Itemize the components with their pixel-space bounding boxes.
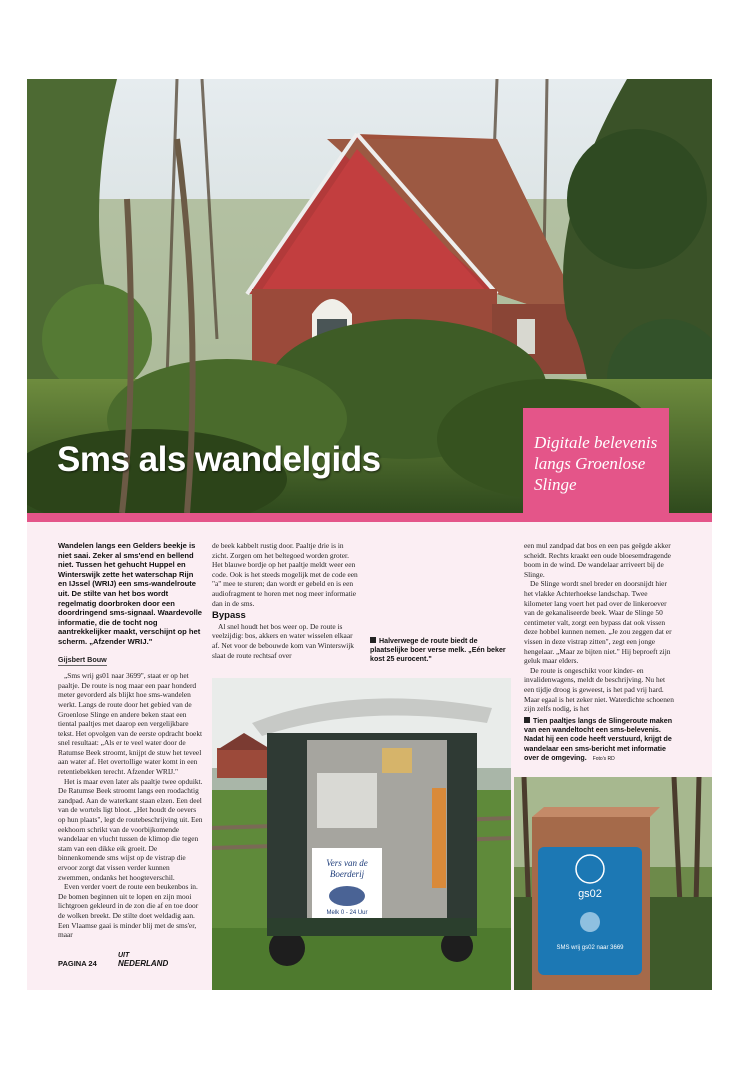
paragraph: „Sms wrij gs01 naar 3699", staat er op het paaltje. De route is nog maar een paar honderd meter gevorderd als blijkt hoe sms-wandelen werkt. Langs de route door het gebied van de Groenlose Slinge en andere beken staat een tiental paaltjes met daarop een vergelijkbare tekst. Het opvolgen van de eerste opdracht boekt snel resultaat: „Als er te veel water door de Ratumse Beek stroomt, knijpt de stuw het teveel aan water af. Het overtollige water komt in een retentiebekken terecht. Afzender WRIJ." — [58, 671, 203, 777]
text-column-3 — [524, 541, 676, 714]
page-number: PAGINA 24 — [58, 959, 97, 968]
photo-milk-cart — [212, 678, 511, 990]
photo-caption-posts — [524, 717, 676, 764]
photo-credit: Foto's RD — [592, 755, 615, 762]
post-sms-text: SMS wrij gs02 naar 3669 — [556, 945, 624, 951]
sign-text-line3: Melk 0 - 24 Uur — [326, 910, 368, 916]
paragraph: een mul zandpad dat bos en een pas geëgde akker scheidt. Rechts kraakt een oude bloesemdragende boom in de wind. De wandelaar arriveert bij de Slinge. — [524, 541, 671, 579]
post-code-text: gs02 — [578, 888, 602, 900]
sign-text-line2: Boerderij — [329, 869, 365, 879]
paragraph: Even verder voert de route een beukenbos in. De bomen beginnen uit te lopen en zijn mooi lichtgroen gekleurd in de zon die af en toe door de wolken breekt. De stilte doet weldadig aan. Een Vlaamse gaai is minder blij met de sms'er, maar — [58, 882, 199, 940]
paragraph: Het is maar even later als paaltje twee opduikt. De Ratumse Beek stroomt langs een roodachtig zandpad. Aan de waterkant staan elzen. Een deel van de wortels ligt bloot. „Het houdt de oevers op hun plaats", legt de routebeschrijving uit. Een eekhoorn schrikt van de voorbijkomende wandelaar en vlucht tussen de klimop die tegen stam van een dikke eik groeit. De binnenkomende sms wijst op de vistrap die ervoor zorgt dat vissen verder kunnen zwemmen, ondanks het hoogteverschil. — [58, 776, 203, 882]
article-subtitle: Digitale belevenis langs Groenlose Slinge — [534, 433, 658, 494]
magazine-logo — [118, 952, 168, 968]
caption-square-icon — [524, 717, 530, 723]
caption-text: Tien paaltjes langs de Slingeroute maken van een wandeltocht een sms-belevenis. Nadat hij een code heeft verstuurd, krijgt de wandelaar een sms-bericht met informatie over de omgeving. — [524, 717, 673, 762]
paragraph: Al snel houdt het bos weer op. De route is veelzijdig: bos, akkers en water wisselen elkaar af. Net voor de bebouwde kom van Winterswijk slaat de route rechtsaf over — [212, 621, 355, 660]
section-subhead: Bypass — [212, 610, 246, 622]
photo-caption-milk — [370, 637, 516, 665]
sms-post-illustration — [514, 777, 712, 990]
accent-bar — [27, 513, 712, 522]
logo-main: NEDERLAND — [118, 959, 169, 968]
milk-cart-illustration — [212, 678, 511, 990]
logo-top: UIT — [118, 952, 130, 959]
article-lead: Wandelen langs een Gelders beekje is niet saai. Zeker al sms'end en bellend niet. Tussen het gehucht Huppel en Winterswijk zette het waterschap Rijn en IJssel (WRIJ) een sms-wandelroute uit. De stilte van het bos wordt regelmatig doorbroken door een doordringend sms-signaal. Waardevolle informatie, die de tocht nog aantrekkelijker maakt, verschijnt op het scherm. „Afzender WRIJ." — [58, 541, 203, 646]
caption-square-icon — [370, 637, 376, 643]
photo-sms-post — [514, 777, 712, 990]
text-column-1 — [58, 541, 203, 940]
article-headline: Sms als wandelgids — [57, 440, 381, 479]
sign-text-line1: Vers van de — [326, 858, 368, 868]
byline: Gijsbert Bouw — [58, 655, 107, 667]
paragraph: de beek kabbelt rustig door. Paaltje drie is in zicht. Zorgen om het beltegoed worden groter. Het blauwe bordje op het paaltje meldt weer een code. Ook is het steeds mogelijk met de code een "a" mee te sturen; dan wordt er gebeld en is een audiofragment te horen met nog meer informatie dan in de sms. — [212, 541, 358, 608]
text-column-2 — [212, 541, 358, 660]
paragraph: De Slinge wordt snel breder en doorsnijdt hier het vlakke Achterhoekse landschap. Twee kilometer lang voert het pad over de linkeroever van de gekanaliseerde beek. Waar de Slinge 50 centimeter valt, zorgt een bypass dat ook vissen deze hobbel kunnen nemen. „Je zou zeggen dat er vissen in deze vistrap zitten", zegt een jonge hengelaar. „Maar ze bijten niet." Hij beproeft zijn geluk maar elders. — [524, 579, 672, 666]
paragraph: De route is ongeschikt voor kinder- en invalidenwagens, meldt de beschrijving. Nu het een tijdje droog is geweest, is het pad vrij hard. Maar egaal is het zeker niet. Waterdichte schoenen zijn zelfs nodig, is het — [524, 665, 674, 714]
caption-text: Halverwege de route biedt de plaatselijke boer verse melk. „Eén beker kost 25 eurocent." — [370, 637, 506, 664]
